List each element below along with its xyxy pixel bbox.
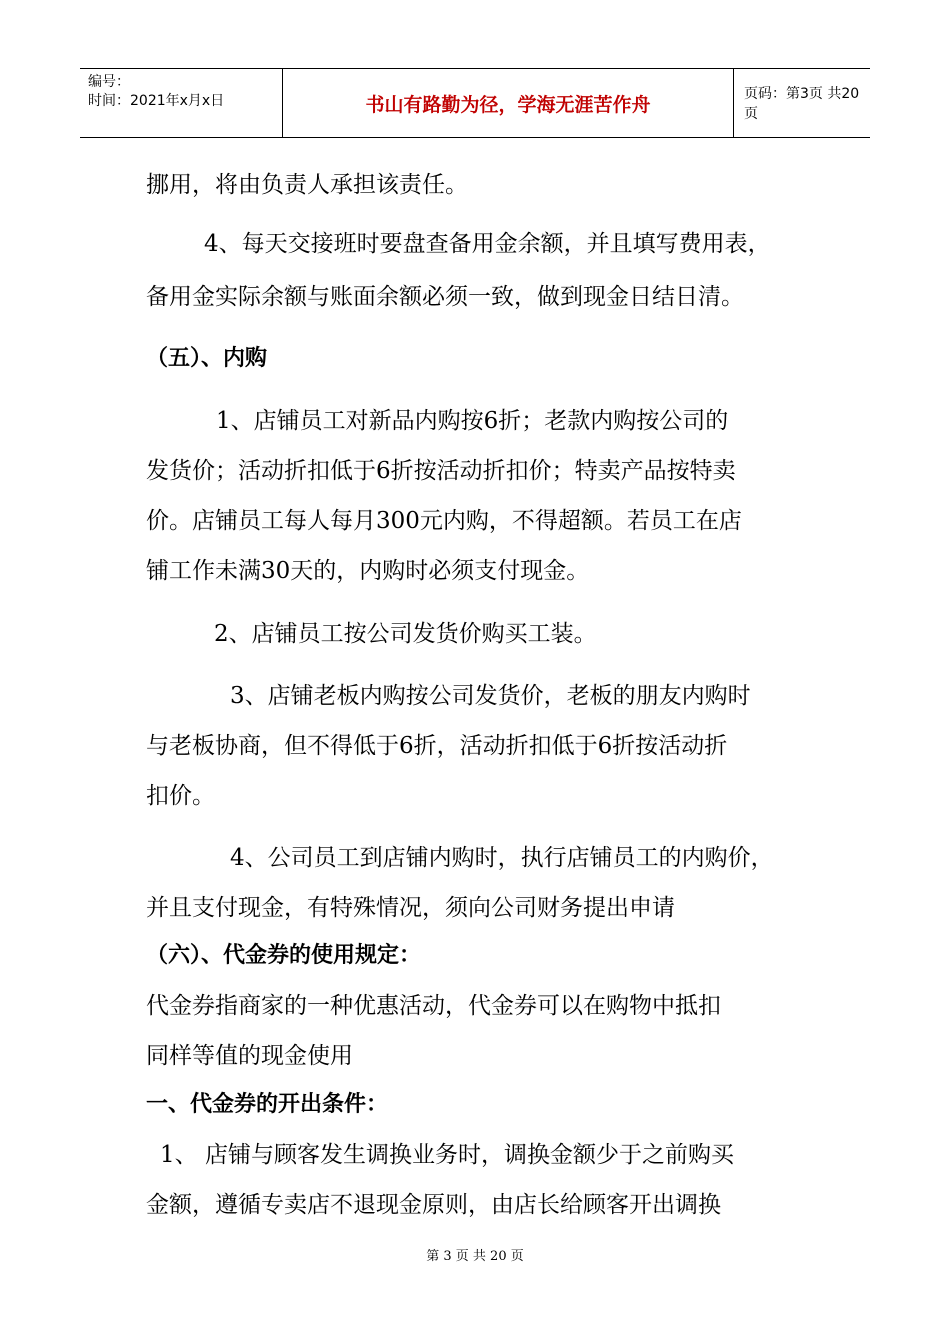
header-info [80,69,282,137]
paragraph-line: 金额，遵循专卖店不退现金原则，由店长给顾客开出调换 [146,1192,721,1218]
paragraph-line: 备用金实际余额与账面余额必须一致，做到现金日结日清。 [146,284,744,310]
paragraph-line: 2、店铺员工按公司发货价购买工装。 [214,621,597,647]
paragraph-line: 扣价。 [146,783,215,809]
section-heading: （五）、内购 [146,346,268,371]
header-motto: 书山有路勤为径，学海无涯苦作舟 [282,69,734,137]
paragraph-line: 代金券指商家的一种优惠活动，代金券可以在购物中抵扣 [146,993,721,1019]
paragraph-line: 4、公司员工到店铺内购时，执行店铺员工的内购价， [230,845,774,871]
paragraph-line: 发货价；活动折扣低于6折按活动折扣价；特卖产品按特卖 [146,458,736,484]
paragraph-line: 并且支付现金，有特殊情况，须向公司财务提出申请 [146,895,675,921]
paragraph-line: 与老板协商，但不得低于6折，活动折扣低于6折按活动折 [146,733,728,759]
paragraph-line: 1、 店铺与顾客发生调换业务时，调换金额少于之前购买 [160,1142,734,1168]
paragraph-line: 同样等值的现金使用 [146,1043,353,1069]
page-header [80,68,870,138]
paragraph-line: 价。店铺员工每人每月300元内购，不得超额。若员工在店 [146,508,742,534]
paragraph-line: 1、店铺员工对新品内购按6折；老款内购按公司的 [216,408,729,434]
header-page-label: 页码：第3页 共20页 [744,86,860,122]
paragraph-line: 挪用，将由负责人承担该责任。 [146,172,468,198]
section-heading: 一、代金券的开出条件： [146,1092,389,1117]
paragraph-line: 4、每天交接班时要盘查备用金余额，并且填写费用表， [204,231,771,257]
paragraph-line: 铺工作未满30天的，内购时必须支付现金。 [146,558,590,584]
number-label: 编号： [88,74,130,90]
page-footer: 第 3 页 共 20 页 [426,1249,524,1264]
time-label: 时间：2021年x月x日 [88,93,225,109]
section-heading: （六）、代金券的使用规定： [146,943,422,968]
paragraph-line: 3、店铺老板内购按公司发货价，老板的朋友内购时 [230,683,751,709]
